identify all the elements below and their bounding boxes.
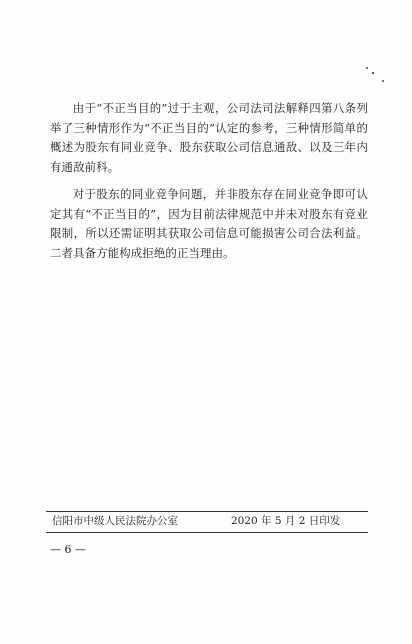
body-text xyxy=(50,99,368,263)
issuer-name: 信阳市中级人民法院办公室 xyxy=(52,515,178,527)
footer-top-rule xyxy=(46,511,368,512)
issue-date: 2020 年 5 月 2 日印发 xyxy=(231,515,341,527)
paragraph-1: 由于“不正当目的”过于主观，公司法司法解释四第八条列举了三种情形作为“不正当目的”认定的参考，三种情形简单的概述为股东有同业竞争、股东获取公司信息通敌、以及三年内有通敌前科。 xyxy=(50,101,368,174)
footer-bottom-rule xyxy=(46,532,368,533)
scan-specks xyxy=(364,66,388,86)
page-number: — 6 — xyxy=(50,543,86,556)
paragraph-2: 对于股东的同业竞争问题，并非股东存在同业竞争即可认定其有“不正当目的”，因为目前法律规范中并未对股东有竞业限制，所以还需证明其获取公司信息可能损害公司合法利益。二者具备方能构成拒绝的正当理由。 xyxy=(50,187,368,260)
